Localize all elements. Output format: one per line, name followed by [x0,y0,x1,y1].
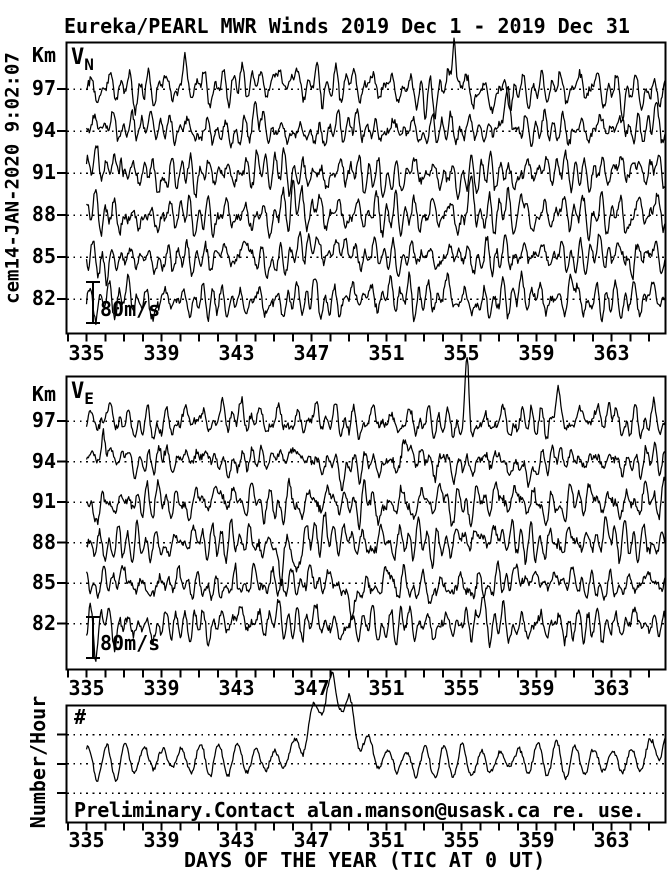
vn-label-subscript: N [84,55,94,74]
x-tick-label: 363 [593,341,630,365]
wind-trace-88km-V_N [87,176,665,241]
x-tick-label: 359 [518,828,555,852]
count-panel-symbol: # [74,705,87,729]
scale-bar-label-vn: 80m/s [100,297,161,321]
x-tick-label: 347 [293,341,330,365]
scale-bar-label-ve: 80m/s [100,631,161,655]
panel-ve-label [71,380,94,408]
x-tick-label: 351 [368,676,405,700]
x-tick-label: 335 [68,676,105,700]
x-tick-label: 355 [443,676,480,700]
x-tick-label: 359 [518,341,555,365]
wind-trace-97km-V_E [87,358,665,440]
wind-trace-85km-V_E [87,561,665,618]
wind-trace-97km-V_N [87,38,665,120]
ve-label-subscript: E [84,389,94,408]
y-tick-label: 91 [31,160,56,184]
x-tick-label: 339 [143,828,180,852]
y-tick-label: 82 [31,286,56,310]
wind-trace-82km-V_N [87,271,665,324]
y-tick-label: 85 [31,570,56,594]
y-tick-label: 97 [31,408,56,432]
x-tick-label: 335 [68,828,105,852]
x-tick-label: 363 [593,828,630,852]
creation-timestamp: cem14-JAN-2020 9:02:07 [1,52,24,304]
y-axis-unit-label: Km [31,43,56,67]
wind-trace-88km-V_E [87,512,665,585]
x-tick-label: 355 [443,828,480,852]
x-tick-label: 351 [368,341,405,365]
y-tick-label: 94 [31,118,56,142]
wind-trace-82km-V_E [87,596,665,661]
y-tick-label: 94 [31,448,56,473]
x-tick-label: 351 [368,828,405,852]
x-axis-title: DAYS OF THE YEAR (TIC AT 0 UT) [184,848,546,872]
y-tick-label: 97 [31,76,56,100]
x-tick-label: 335 [68,341,105,365]
x-tick-label: 363 [593,676,630,700]
y-tick-label: 88 [31,529,56,554]
wind-trace-85km-V_N [87,232,665,286]
x-tick-label: 343 [218,341,255,365]
count-axis-label: Number/Hour [26,695,50,829]
panel-vn-label [71,46,94,74]
x-tick-label: 359 [518,676,555,700]
wind-trace-91km-V_E [87,477,665,529]
x-tick-label: 339 [143,676,180,700]
ve-label-main: V [71,379,85,404]
y-tick-label: 91 [31,489,56,513]
x-tick-label: 347 [293,676,330,700]
x-tick-label: 343 [218,676,255,700]
vn-label-main: V [71,45,85,70]
x-tick-label: 343 [218,828,255,852]
x-tick-label: 347 [293,828,330,852]
figure-title: Eureka/PEARL MWR Winds 2019 Dec 1 - 2019 Dec 31 [64,14,630,38]
y-tick-label: 88 [31,202,56,226]
y-axis-unit-label: Km [31,382,56,406]
x-tick-label: 355 [443,341,480,365]
wind-trace-94km-V_E [87,429,665,491]
preliminary-note: Preliminary.Contact alan.manson@usask.ca re. use. [74,798,645,822]
x-tick-label: 339 [143,341,180,365]
y-tick-label: 82 [31,610,56,635]
y-tick-label: 85 [31,244,56,268]
